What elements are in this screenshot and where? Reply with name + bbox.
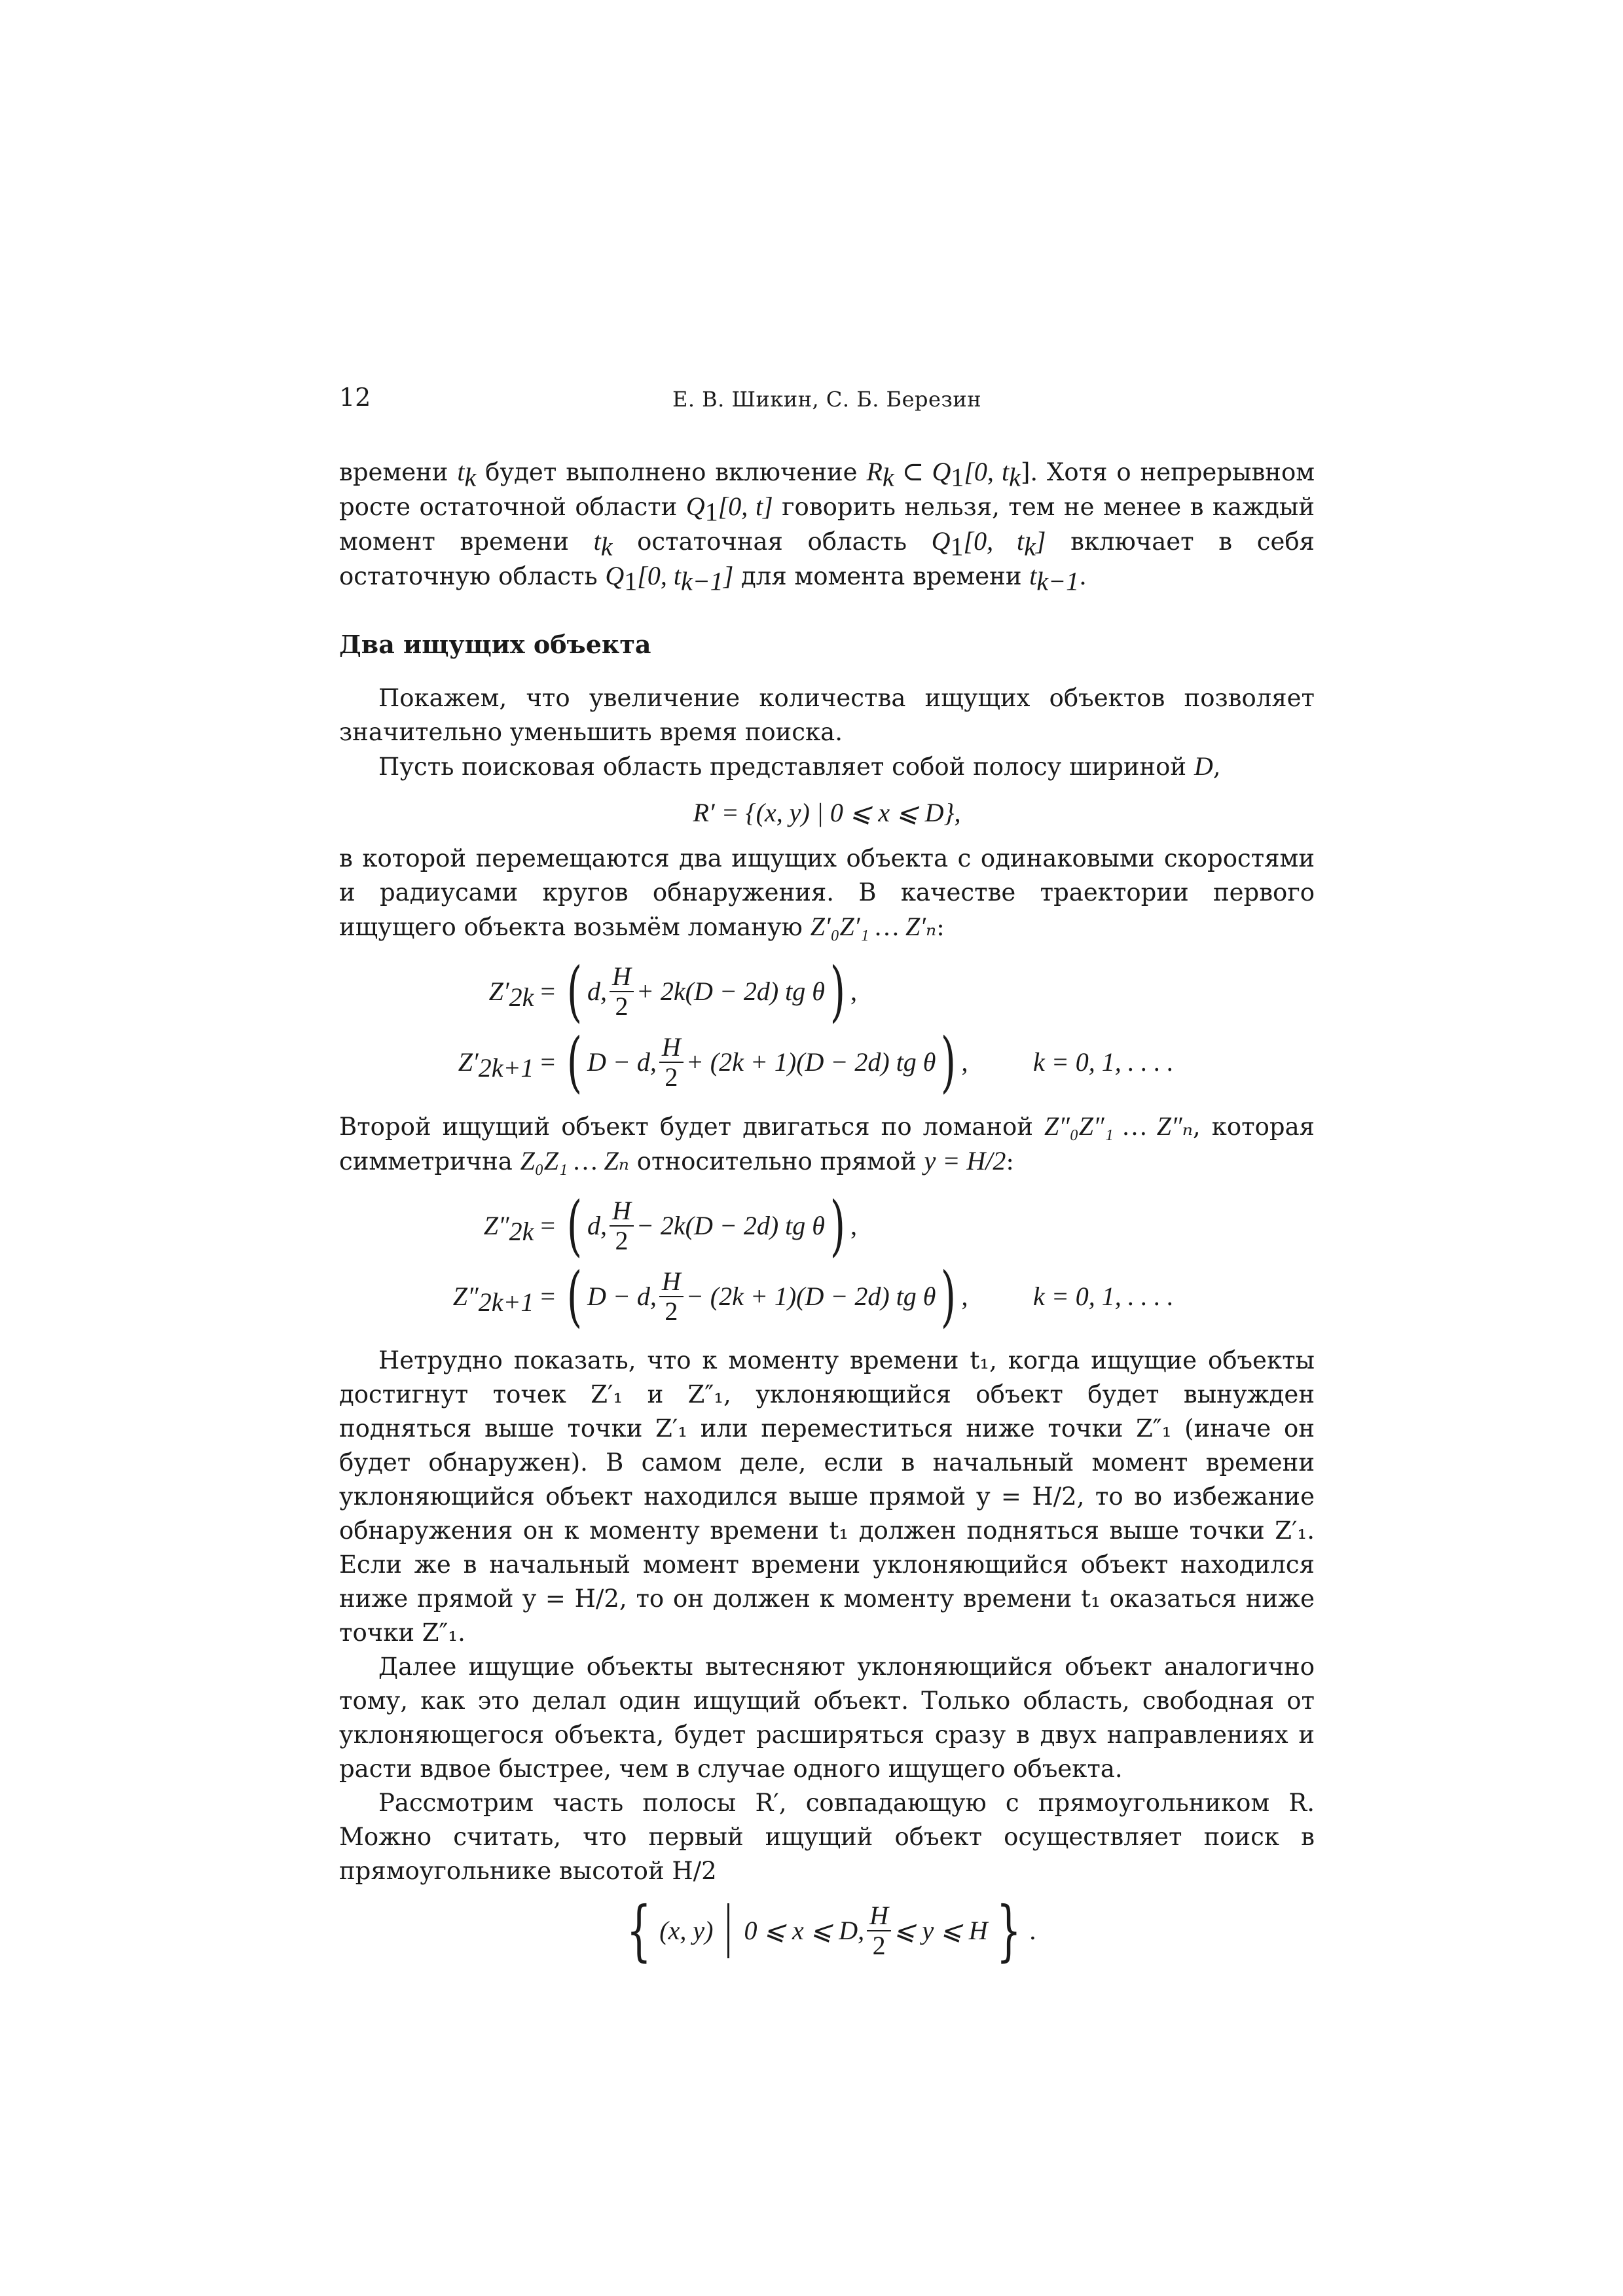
equation-strip: R′ = {(x, y) | 0 ⩽ x ⩽ D}, bbox=[693, 798, 961, 827]
paragraph-rectangle: Рассмотрим часть полосы R′, совпадающую с прямоугольником R. Можно считать, что первый ищущий объект осуществляет поиск в прямоугольнике высотой H/2 bbox=[339, 1789, 1315, 1885]
equation-rectangle: { (x, y) 0 ⩽ x ⩽ D, $\frac{H}{2}$ ⩽ y ⩽ H } . bbox=[626, 1892, 1036, 1969]
set-divider bbox=[727, 1903, 729, 1958]
equations-first-searcher bbox=[339, 953, 1315, 1100]
paragraph-trajectory-first: в которой перемещаются два ищущих объекта с одинаковыми скоростями и радиусами кругов обнаружения. В качестве траектории первого ищущего объекта возьмём ломаную Z′₀Z′₁ … Z′ₙ: bbox=[339, 844, 1315, 941]
equation-row: $Z'_{2k+1}$ = ( D − d, $\frac{H}{2}$ + (2k + 1)(D − 2d) tg θ ) , k = 0, 1, . . . . bbox=[458, 1024, 1174, 1100]
equation-row: $Z''_{2k}$ = ( d, $\frac{H}{2}$ − 2k(D − 2d) tg θ ) , bbox=[483, 1187, 857, 1264]
page-header bbox=[339, 383, 1315, 422]
equation-row: $Z''_{2k+1}$ = ( D − d, $\frac{H}{2}$ − (2k + 1)(D − 2d) tg θ ) , k = 0, 1, . . . . bbox=[452, 1258, 1174, 1335]
equations-second-searcher bbox=[339, 1187, 1315, 1335]
page-number: 12 bbox=[339, 383, 371, 412]
paragraph-argument: Нетрудно показать, что к моменту времени t₁, когда ищущие объекты достигнут точек Z′₁ и Z″₁, уклоняющийся объект будет вынужден подняться выше точки Z′₁ или переместиться ниже точки Z″₁ (иначе он будет обнаружен). В самом деле, если в начальный момент времени уклоняющийся объект находился выше прямой y = H/2, то во избежание обнаружения он к моменту времени t₁ должен подняться выше точки Z′₁. Если же в начальный момент времени уклоняющийся объект находился ниже прямой y = H/2, то он должен к моменту времени t₁ оказаться ниже точки Z″₁. bbox=[339, 1346, 1315, 1647]
paragraph-continued: времени $t_k$ будет выполнено включение $R_k$ ⊂ $Q_1[0$, $t_k$]. Хотя о непрерывном росте остаточной области $Q_1[0$, t] говорить нельзя, тем не менее в каждый момент времени $t_k$ остаточная область $Q_1[0$, $t_k$] включает в себя остаточную область $Q_1[0$, $t_{k-1}$] для момента времени $t_{k-1}$. bbox=[339, 457, 1315, 596]
running-head: Е. В. Шикин, С. Б. Березин bbox=[672, 387, 982, 412]
paragraph-trajectory-second: Второй ищущий объект будет двигаться по ломаной Z″₀Z″₁ … Z″ₙ, которая симметрична Z₀Z₁ … Zₙ относительно прямой y = H/2: bbox=[339, 1111, 1315, 1175]
paragraph-region: Пусть поисковая область представляет собой полосу шириной D, bbox=[378, 751, 1221, 781]
page-body bbox=[339, 455, 1315, 1967]
equation-row: $Z'_{2k}$ = ( d, $\frac{H}{2}$ + 2k(D − 2d) tg θ ) , bbox=[488, 953, 857, 1030]
paragraph-intro: Покажем, что увеличение количества ищущих объектов позволяет значительно уменьшить время поиска. bbox=[339, 684, 1315, 746]
section-title: Два ищущих объекта bbox=[339, 630, 651, 659]
paragraph-displacement: Далее ищущие объекты вытесняют уклоняющийся объект аналогично тому, как это делал один ищущий объект. Только область, свободная от уклоняющегося объекта, будет расширяться сразу в двух направлениях и расти вдвое быстрее, чем в случае одного ищущего объекта. bbox=[339, 1653, 1315, 1783]
